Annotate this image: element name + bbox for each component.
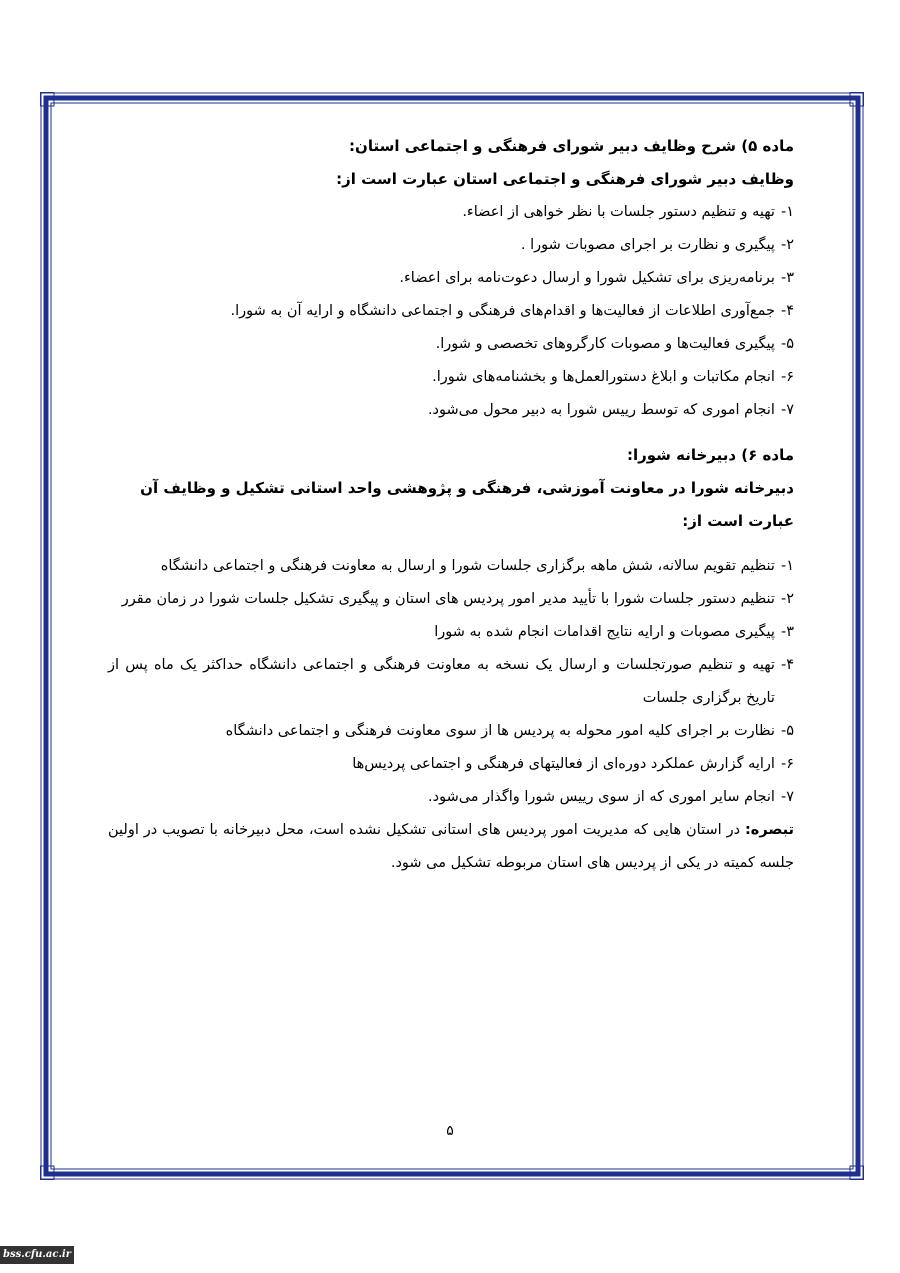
section6-subtitle: دبیرخانه شورا در معاونت آموزشی، فرهنگی و پژوهشی واحد استانی تشکیل و وظایف آن عبارت است از: bbox=[140, 479, 794, 530]
section6-title: ماده ۶) دبیرخانه شورا: bbox=[626, 446, 794, 464]
note-paragraph bbox=[108, 814, 794, 880]
list-item: ۷- انجام اموری که توسط رییس شورا به دبیر محول می‌شود. bbox=[427, 402, 794, 418]
note-text: در استان هایی که مدیریت امور پردیس های استانی تشکیل نشده است، محل دبیرخانه با تصویب در اولین جلسه کمیته در یکی از پردیس های استان مربوطه تشکیل می شود. bbox=[108, 822, 794, 871]
page-number: ۵ bbox=[446, 1123, 454, 1139]
footer-badge: bss.cfu.ac.ir bbox=[0, 1246, 74, 1264]
list-item: ۴- جمع‌آوری اطلاعات از فعالیت‌ها و اقدام‌های فرهنگی و اجتماعی دانشگاه و ارایه آن به شورا. bbox=[230, 303, 794, 319]
list-item: ۴- تهیه و تنظیم صورتجلسات و ارسال یک نسخه به معاونت فرهنگی و اجتماعی دانشگاه حداکثر یک ماه پس از تاریخ برگزاری جلسات bbox=[108, 657, 794, 706]
list-item: ۲- پیگیری و نظارت بر اجرای مصوبات شورا . bbox=[520, 237, 794, 253]
section5-list bbox=[108, 196, 794, 427]
list-item: ۳- پیگیری مصوبات و ارایه نتایج اقدامات انجام شده به شورا bbox=[434, 624, 794, 640]
section5-subtitle: وظایف دبیر شورای فرهنگی و اجتماعی استان عبارت است از: bbox=[336, 170, 794, 188]
list-item: ۱- تنظیم تقویم سالانه، شش ماهه برگزاری جلسات شورا و ارسال به معاونت فرهنگی و اجتماعی دانشگاه bbox=[160, 558, 794, 574]
document-body bbox=[108, 130, 794, 880]
list-item: ۳- برنامه‌ریزی برای تشکیل شورا و ارسال دعوت‌نامه برای اعضاء. bbox=[399, 270, 794, 286]
list-item: ۵- پیگیری فعالیت‌ها و مصوبات کارگروهای تخصصی و شورا. bbox=[435, 336, 794, 352]
list-item: ۲- تنظیم دستور جلسات شورا با تأیید مدیر امور پردیس های استان و پیگیری تشکیل جلسات شورا در زمان مقرر bbox=[121, 591, 794, 607]
section5-title: ماده ۵) شرح وظایف دبیر شورای فرهنگی و اجتماعی استان: bbox=[349, 137, 794, 155]
list-item: ۷- انجام سایر اموری که از سوی رییس شورا واگذار می‌شود. bbox=[428, 789, 794, 805]
list-item: ۱- تهیه و تنظیم دستور جلسات با نظر خواهی از اعضاء. bbox=[462, 204, 794, 220]
list-item: ۵- نظارت بر اجرای کلیه امور محوله به پردیس ها از سوی معاونت فرهنگی و اجتماعی دانشگاه bbox=[225, 723, 794, 739]
note-label: تبصره: bbox=[744, 822, 794, 838]
list-item: ۶- ارایه گزارش عملکرد دوره‌ای از فعالیتهای فرهنگی و اجتماعی پردیس‌ها bbox=[352, 756, 794, 772]
list-item: ۶- انجام مکاتبات و ابلاغ دستورالعمل‌ها و بخشنامه‌های شورا. bbox=[432, 369, 794, 385]
section6-list bbox=[108, 550, 794, 814]
